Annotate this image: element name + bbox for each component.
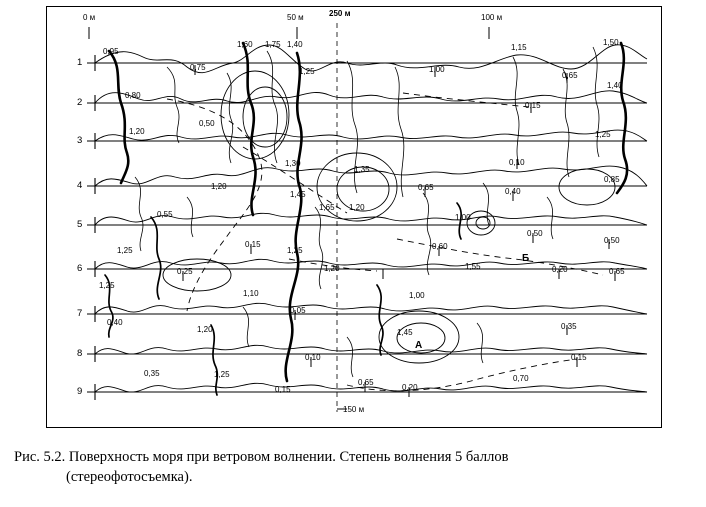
contour-value-label: 1,45: [290, 190, 306, 199]
contour-value-label: 0,60: [432, 242, 448, 251]
contour-value-label: 1,55: [465, 262, 481, 271]
contour-value-label: 0,10: [509, 158, 525, 167]
contour-value-label: 1,20: [349, 203, 365, 212]
scale-label-0m: 0 м: [83, 13, 96, 22]
contour-value-label: 1,25: [595, 130, 611, 139]
row-label-9: 9: [77, 386, 83, 397]
contour-value-label: 0,50: [199, 119, 215, 128]
contour-value-label: 0,65: [358, 378, 374, 387]
contour-value-label: 0,70: [513, 374, 529, 383]
contour-value-label: 1,20: [129, 127, 145, 136]
contour-value-label: 0,35: [144, 369, 160, 378]
row-label-5: 5: [77, 219, 83, 230]
contour-value-label: 0,35: [561, 322, 577, 331]
contour-value-label: 0,50: [604, 236, 620, 245]
row-label-2: 2: [77, 97, 83, 108]
contour-value-label: 0,05: [290, 306, 306, 315]
contour-value-label: 1,40: [287, 40, 303, 49]
scale-label-250m: 250 м: [329, 9, 351, 18]
contour-value-label: 1,00: [409, 291, 425, 300]
contour-value-label: 0,95: [103, 47, 119, 56]
contour-value-label: 1,30: [285, 159, 301, 168]
mark-label-b: Б: [522, 253, 530, 264]
contour-value-label: 1,25: [99, 281, 115, 290]
contour-value-label: 0,40: [505, 187, 521, 196]
figure-caption: [14, 448, 694, 487]
contour-value-label: 1,60: [237, 40, 253, 49]
contour-value-label: 0,20: [402, 383, 418, 392]
row-label-3: 3: [77, 135, 83, 146]
contour-value-label: 0,85: [604, 175, 620, 184]
row-label-1: 1: [77, 57, 83, 68]
contour-value-label: 1,20: [324, 264, 340, 273]
contour-value-label: 1,00: [429, 65, 445, 74]
contour-value-label: 1,40: [607, 81, 623, 90]
mark-label-a: А: [415, 340, 423, 351]
contour-value-label: 0,65: [418, 183, 434, 192]
contour-value-label: 1,25: [117, 246, 133, 255]
contour-value-label: 0,15: [245, 240, 261, 249]
contour-value-label: 0,50: [527, 229, 543, 238]
contour-value-label: 1,25: [299, 67, 315, 76]
row-label-4: 4: [77, 180, 83, 191]
contour-value-label: 1,15: [511, 43, 527, 52]
contour-value-label: 1,25: [287, 246, 303, 255]
contour-value-label: 0,15: [525, 101, 541, 110]
caption-line-1: Рис. 5.2. Поверхность моря при ветровом волнении. Степень волнения 5 баллов: [14, 449, 509, 465]
contour-value-label: 1,20: [197, 325, 213, 334]
contour-value-label: 0,15: [571, 353, 587, 362]
row-label-6: 6: [77, 263, 83, 274]
contour-value-label: 0,75: [190, 63, 206, 72]
scale-label-150m: 150 м: [343, 405, 365, 414]
contour-value-label: 1,25: [214, 370, 230, 379]
figure-frame: [46, 6, 662, 428]
contour-value-label: 0,25: [177, 267, 193, 276]
contour-value-label: 1,75: [265, 40, 281, 49]
row-label-7: 7: [77, 308, 83, 319]
contour-value-label: 0,65: [609, 267, 625, 276]
contour-value-label: 0,65: [562, 71, 578, 80]
sea-surface-contour-map: [47, 7, 661, 427]
row-label-8: 8: [77, 348, 83, 359]
contour-value-label: 0,40: [107, 318, 123, 327]
contour-svg: [47, 7, 661, 427]
caption-line-2: (стереофотосъемка).: [66, 468, 193, 485]
contour-value-label: 1,10: [243, 289, 259, 298]
contour-value-label: 0,20: [552, 265, 568, 274]
scale-label-50m: 50 м: [287, 13, 304, 22]
contour-value-label: 1,35: [354, 165, 370, 174]
contour-value-label: 1,45: [397, 328, 413, 337]
contour-value-label: 0,15: [275, 385, 291, 394]
contour-value-label: 0,10: [305, 353, 321, 362]
contour-value-label: 1,50: [603, 38, 619, 47]
scale-label-100m: 100 м: [481, 13, 503, 22]
contour-value-label: 1,65: [319, 203, 335, 212]
contour-value-label: 0,80: [125, 91, 141, 100]
contour-value-label: 1,00: [455, 213, 471, 222]
contour-value-label: 1,20: [211, 182, 227, 191]
contour-value-label: 0,55: [157, 210, 173, 219]
